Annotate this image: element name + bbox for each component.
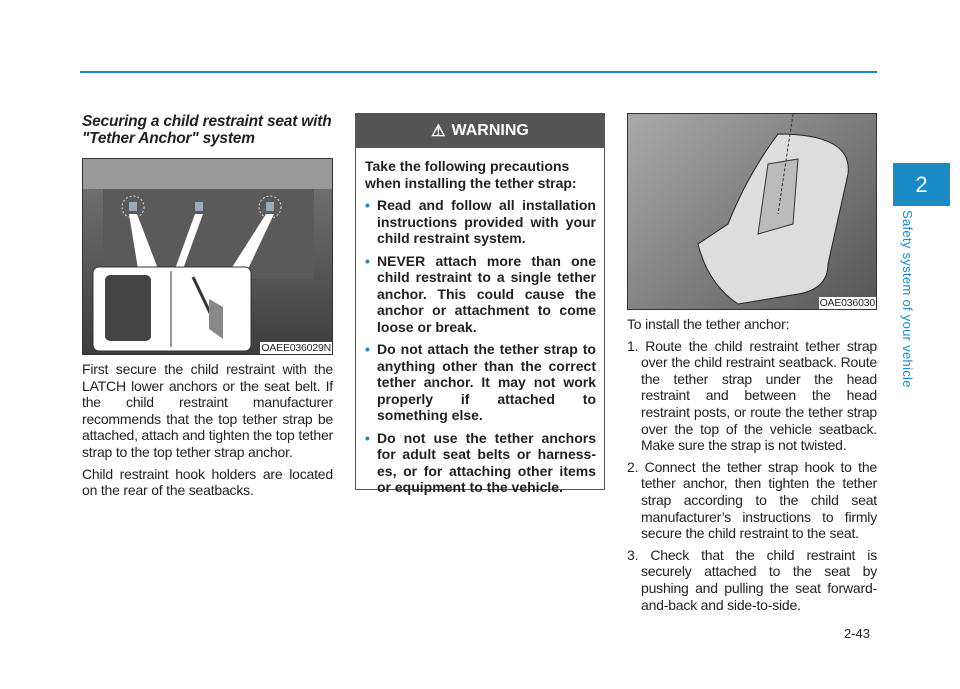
body-paragraph: Child restraint hook holders are located on the rear of the seatbacks. — [82, 465, 333, 499]
warning-box — [355, 113, 605, 495]
steps-intro: To install the tether anchor: — [627, 316, 790, 332]
warning-header — [356, 114, 604, 148]
warning-title: WARNING — [451, 122, 529, 139]
step-item: 1. Route the child restraint tether strap over the child restraint seatback. Route the tether strap under the head restraint and between the head restraint posts, or route the tether strap over the top of the vehicle seatback. Make sure the strap is not twisted. — [627, 337, 877, 454]
trunk-tether-figure — [82, 158, 333, 355]
right-column — [627, 113, 877, 618]
figure-caption: OAEE036029N — [261, 342, 331, 354]
trunk-illustration — [83, 159, 333, 355]
body-paragraph: First secure the child restraint with the LATCH lower anchors or the seat belt. If the child restraint manufacturer recommends that the top tether strap be attached, attach and tighten the top tether strap to the top tether strap anchor. — [82, 361, 333, 460]
warning-item: • Read and follow all installation instructions provided with your child restraint system. — [365, 197, 596, 247]
left-column — [82, 113, 333, 504]
child-seat-illustration — [628, 114, 877, 310]
warning-item: • Do not use the tether anchors for adult seat belts or harness-es, or for attaching other items or equipment to the vehicle. — [365, 430, 596, 496]
warning-triangle-icon: ⚠ — [431, 123, 446, 140]
page-number: 2-43 — [844, 626, 871, 641]
header-rule — [80, 71, 877, 73]
chapter-tab: 2 — [893, 163, 950, 206]
step-item: 3. Check that the child restraint is securely attached to the seat by pushing and pulling the seat forward-and-back and side-to-side. — [627, 546, 877, 613]
child-seat-figure — [627, 113, 877, 310]
warning-item: • NEVER attach more than one child restraint to a single tether anchor. This could cause the anchor or attachment to come loose or break. — [365, 253, 596, 336]
warning-intro: Take the following precautions when installing the tether strap: — [365, 158, 577, 191]
chapter-title: Safety system of your vehicle — [900, 210, 915, 388]
warning-item: • Do not attach the tether strap to anything other than the correct tether anchor. It may not work properly if attached to something else. — [365, 341, 596, 424]
figure-caption: OAE036030 — [819, 297, 875, 309]
section-heading: Securing a child restraint seat with "Tether Anchor" system — [82, 113, 332, 147]
step-item: 2. Connect the tether strap hook to the tether anchor, then tighten the tether strap according to the child seat manufacturer’s instructions to firmly secure the child restraint to the seat. — [627, 458, 877, 542]
